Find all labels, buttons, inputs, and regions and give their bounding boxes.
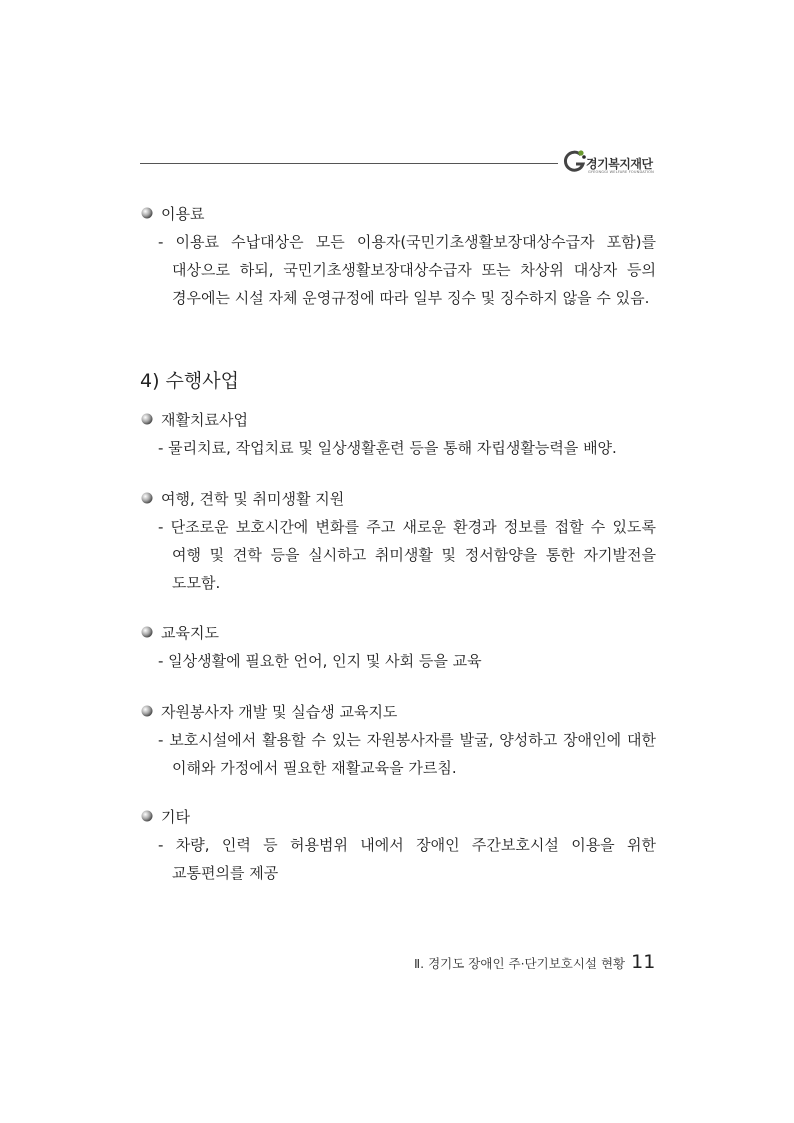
foundation-logo bbox=[562, 146, 662, 178]
bullet-row bbox=[140, 406, 656, 432]
activity-title: 기타 bbox=[161, 807, 190, 826]
activity-description: - 단조로운 보호시간에 변화를 주고 새로운 환경과 정보를 접할 수 있도록 여행 및 견학 등을 실시하고 취미생활 및 정서함양을 통한 자기발전을 도모함. bbox=[158, 518, 656, 592]
sphere-bullet-icon bbox=[140, 625, 154, 639]
section-title: 4) 수행사업 bbox=[140, 370, 239, 392]
activity-title: 여행, 견학 및 취미생활 지원 bbox=[161, 489, 345, 508]
sphere-bullet-icon bbox=[140, 704, 154, 718]
activity-description: - 물리치료, 작업치료 및 일상생활훈련 등을 통해 자립생활능력을 배양. bbox=[158, 439, 617, 457]
header-rule bbox=[140, 163, 558, 164]
item-description: - 이용료 수납대상은 모든 이용자(국민기초생활보장대상수급자 포함)를 대상으로 하되, 국민기초생활보장대상수급자 또는 차상위 대상자 등의 경우에는 시설 자체 운영규정에 따라 일부 징수 및 징수하지 않을 수 있음. bbox=[158, 233, 656, 307]
activity-rehab bbox=[140, 406, 656, 462]
bullet-row bbox=[140, 200, 656, 226]
page-number: 11 bbox=[631, 951, 656, 973]
bullet-row bbox=[140, 698, 656, 724]
item-title: 이용료 bbox=[161, 204, 205, 223]
activity-description: - 일상생활에 필요한 언어, 인지 및 사회 등을 교육 bbox=[158, 652, 482, 670]
activity-education bbox=[140, 619, 656, 675]
activity-title: 재활치료사업 bbox=[161, 410, 248, 429]
activity-title: 자원봉사자 개발 및 실습생 교육지도 bbox=[161, 702, 398, 721]
sphere-bullet-icon bbox=[140, 809, 154, 823]
activity-title: 교육지도 bbox=[161, 623, 219, 642]
footer-chapter: Ⅱ. 경기도 장애인 주·단기보호시설 현황 bbox=[414, 956, 626, 971]
sphere-bullet-icon bbox=[140, 206, 154, 220]
bullet-row bbox=[140, 485, 656, 511]
activity-description: - 차량, 인력 등 허용범위 내에서 장애인 주간보호시설 이용을 위한 교통편의를 제공 bbox=[158, 836, 656, 882]
logo-name: 경기복지재단 bbox=[586, 157, 653, 171]
page-footer bbox=[414, 951, 655, 973]
activity-travel bbox=[140, 485, 656, 597]
item-fee bbox=[140, 200, 656, 312]
logo-subtitle: GYEONGGI WELFARE FOUNDATION bbox=[588, 170, 654, 174]
bullet-row bbox=[140, 803, 656, 829]
foundation-logo-icon bbox=[562, 148, 588, 174]
activity-other bbox=[140, 803, 656, 887]
activity-volunteer bbox=[140, 698, 656, 782]
sphere-bullet-icon bbox=[140, 491, 154, 505]
activity-description: - 보호시설에서 활용할 수 있는 자원봉사자를 발굴, 양성하고 장애인에 대한 이해와 가정에서 필요한 재활교육을 가르침. bbox=[158, 731, 656, 777]
sphere-bullet-icon bbox=[140, 412, 154, 426]
bullet-row bbox=[140, 619, 656, 645]
